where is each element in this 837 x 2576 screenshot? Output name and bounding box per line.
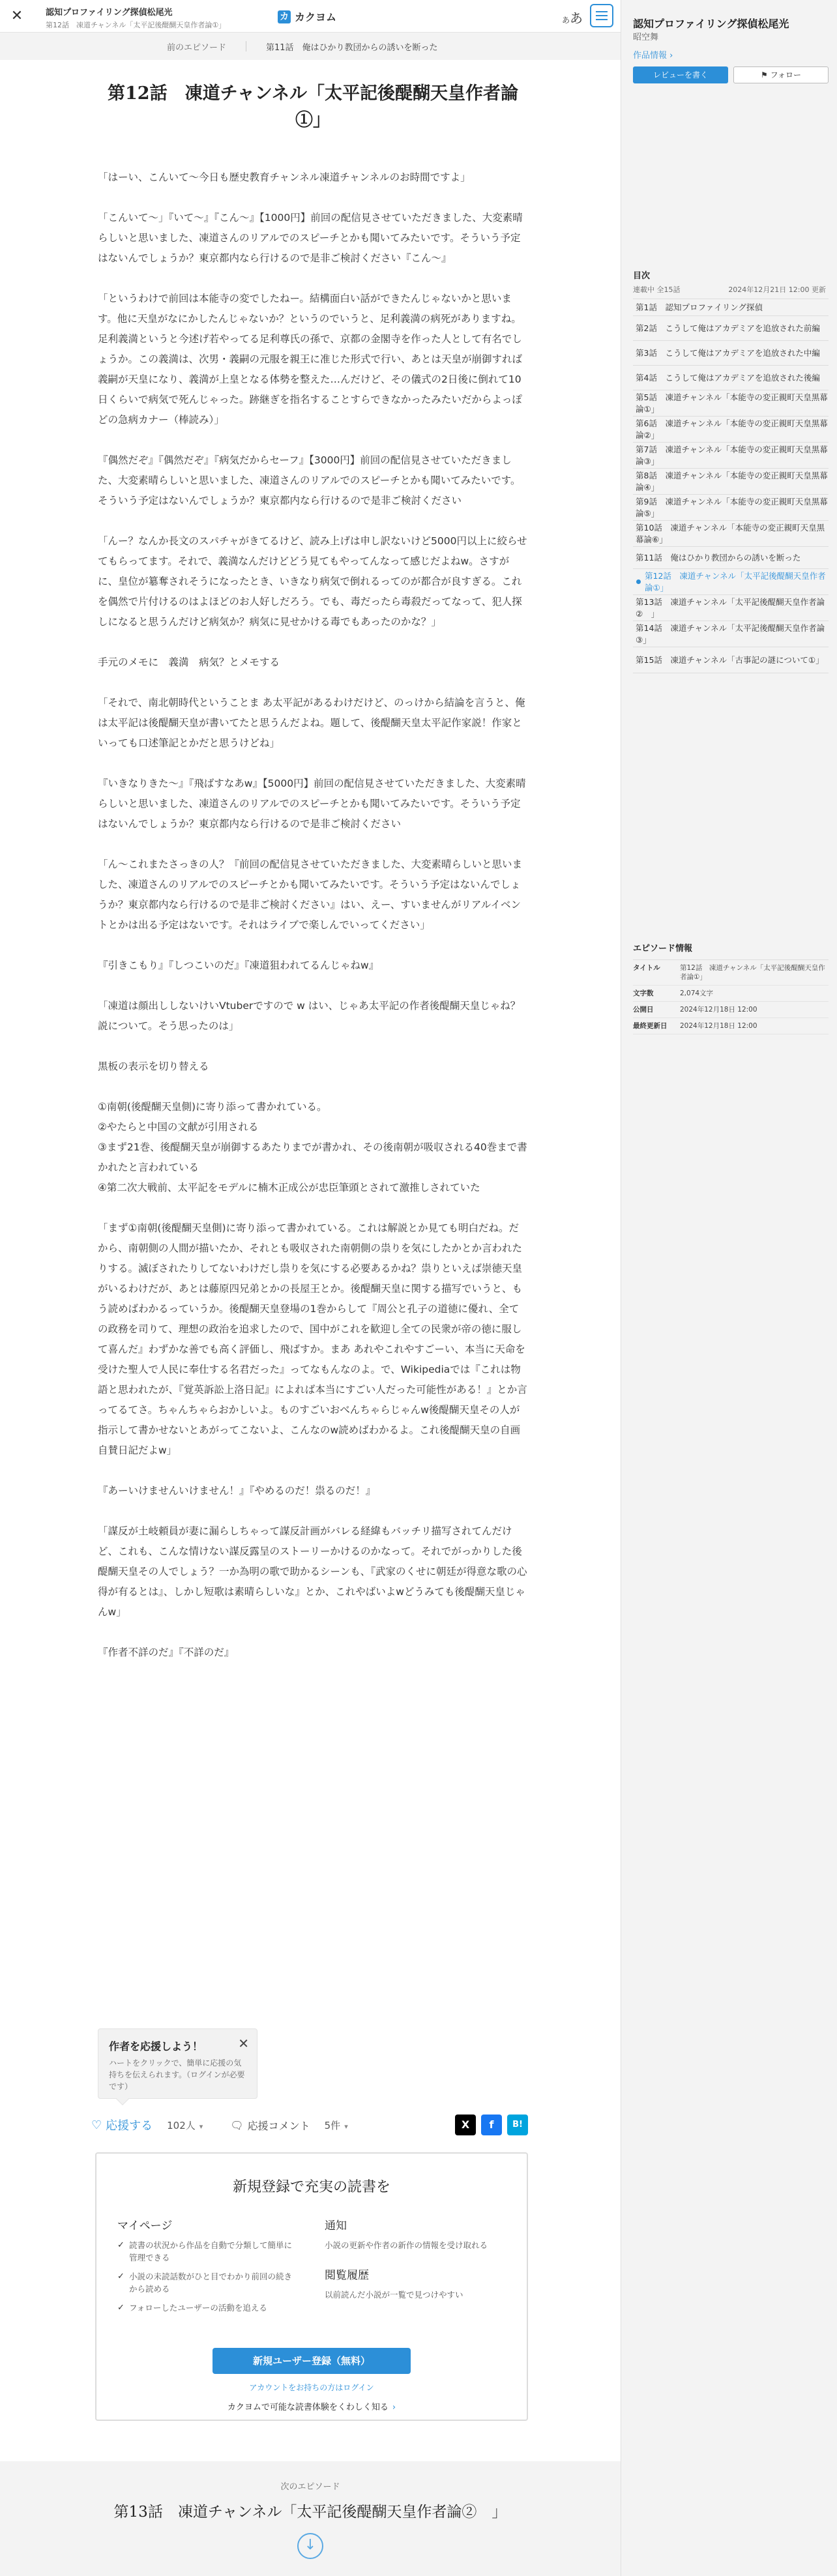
notice-column [325, 2216, 508, 2320]
support-popup [98, 2028, 257, 2099]
header-titles [46, 5, 226, 30]
episode-info-key: 最終更新日 [633, 1022, 668, 1030]
logo-text: カクヨム [295, 11, 337, 23]
feature-text: 小説の未読話数がひと目でわかり前回の続きから読める [129, 2272, 293, 2294]
body-paragraph: 「まず①南朝(後醍醐天皇側)に寄り添って書かれている。これは解説とか見ても明白だね。だから、南朝側の人間が描いたか、それとも吸収された南朝側の祟りを気にしたかとか言われたりする。滅ぼされたりしてないわけだし祟りを気にする必要あるかね？祟りといえば崇徳天皇がいるわけだが、あとは藤原四兄弟とかの長屋王とか。後醍醐天皇に関する描写でいうと、もう読めばわかるっていうか。後醍醐天皇登場の1巻からして『周公と孔子の道徳に優れ、全ての政務を司りて、理想の政治を追求したので、国中がこれを歓迎し全ての民衆が帝の徳に服して喜んだ』わずかな善でも高く評価し、飛ばすか。まあ あれやこれやすごーい、本当に天命を受けた聖人で人民に奉仕する名君だった』ってなもんなのよ。で、Wikipediaでは『これは物語と思われたが、『覚英訴訟上洛日記』によれば本当にすごい人だった可能性がある！』とか言ってるてさ。ちゃんちゃらおかしいよ。ものすごいおべんちゃらじゃんw後醍醐天皇その人が指示して書かせないとあがってこないよ、こんなのw読めばわかるよ。これ後醍醐天皇の自画自賛日記だよw」 [98, 1222, 527, 1456]
body-paragraph: ②やたらと中国の文献が引用される [98, 1121, 259, 1133]
hatena-bookmark-icon[interactable]: B! [507, 2115, 528, 2135]
body-paragraph: ④第二次大戦前、太平記をモデルに楠木正成公が忠臣筆頭とされて激推しされていた [98, 1182, 480, 1193]
next-episode-title[interactable]: 第13話 凍道チャンネル「太平記後醍醐天皇作者論② 」 [113, 2504, 507, 2521]
body-paragraph: 『作者不詳のだ』『不詳のだ』 [98, 1647, 235, 1658]
toc-item[interactable] [633, 547, 829, 569]
popup-tail [116, 2092, 129, 2105]
sidebar-buttons [633, 66, 829, 83]
body-paragraph [98, 1622, 528, 1643]
toc-heading: 目次 [633, 271, 651, 281]
body-paragraph [98, 1198, 528, 1218]
next-episode[interactable] [0, 2461, 621, 2576]
body-paragraph [98, 632, 528, 652]
check-icon: ✓ [117, 2240, 125, 2250]
body-paragraph: 『いきなりきた～』『飛ばすなあw』【5000円】前回の配信見させていただきました、大変素晴らしいと思いました、凍道さんのリアルでのスピーチとかも聞いてみたいです。そういう予定はないんでしょうか？東京都内なら行けるので是非ご検討ください [98, 778, 526, 830]
kakuyomu-logo[interactable] [278, 9, 336, 24]
mypage-column [117, 2216, 325, 2320]
episode-info-value: 2024年12月18日 12:00 [680, 1006, 757, 1014]
body-paragraph [98, 754, 528, 774]
notice-text: 小説の更新や作者の新作の情報を受け取れる [325, 2240, 488, 2250]
cheer-count[interactable] [167, 2118, 203, 2132]
episode-body [98, 168, 528, 1663]
toc-item-label: 第5話 凍道チャンネル「本能寺の変正親町天皇黒幕論①」 [636, 392, 828, 414]
chevron-down-icon: ▾ [199, 2122, 203, 2131]
feature-item [117, 2302, 300, 2314]
toc-item[interactable] [633, 569, 829, 595]
episode-info-key: 公開日 [633, 1006, 654, 1014]
check-icon: ✓ [117, 2272, 125, 2281]
episode-info-row [633, 960, 829, 986]
review-label: レビューを書く [653, 70, 708, 80]
feature-text: 読書の状況から作品を自動で分類して簡単に管理できる [129, 2240, 293, 2262]
close-icon[interactable]: ✕ [10, 8, 23, 24]
episode-info-row [633, 986, 829, 1002]
episode-info-heading: エピソード情報 [633, 944, 693, 954]
episode-nav [0, 33, 621, 60]
cheer-count-value: 102人 [167, 2119, 196, 2131]
feature-text: フォローしたユーザーの活動を追える [129, 2303, 267, 2313]
body-paragraph [98, 834, 528, 855]
body-paragraph: 「それで、南北朝時代ということま あ太平記があるわけだけど、のっけから結論を言うと、俺は太平記は後醍醐天皇が書いてたと思うんだよね。題して、後醍醐天皇太平記作家説！作家といっても口述筆記とかだと思うけどね」 [98, 697, 525, 749]
episode-info-row [633, 1002, 829, 1018]
current-episode-label: 第11話 俺はひかり教団からの誘いを断った [266, 42, 438, 53]
toc-meta [633, 284, 826, 295]
close-icon[interactable]: ✕ [238, 2036, 249, 2051]
support-popup-text: ハートをクリックで、簡単に応援の気持ちを伝えられます。（ログインが必要です） [109, 2058, 245, 2091]
comment-count[interactable] [325, 2118, 348, 2132]
toc-list [633, 299, 829, 673]
current-marker-icon [636, 579, 641, 584]
register-box [95, 2152, 528, 2421]
toc-item-label: 第8話 凍道チャンネル「本能寺の変正親町天皇黒幕論④」 [636, 470, 828, 492]
arrow-down-icon[interactable]: ↓ [297, 2533, 323, 2559]
body-paragraph [98, 430, 528, 450]
sidebar-author[interactable]: 昭空舞 [633, 33, 659, 42]
register-features [117, 2216, 508, 2320]
history-text: 以前読んだ小説が一覧で見つけやすい [325, 2290, 463, 2300]
body-paragraph [98, 1461, 528, 1481]
comment-button[interactable] [230, 2118, 310, 2133]
body-paragraph: 「というわけで前回は本能寺の変でしたねー。結構面白い話ができたんじゃないかと思います。他に天皇がなにかしたんじゃないか？というのでいうと、足利義満の病死がありますね。足利義満というと今述げ若やってる足利尊氏の孫で、京都の金閣寺を作った人として有名でしょうか。この義満は、次男・義嗣の元服を親王に准じた形式で行い、あとは天皇が崩御すれば義嗣が天皇になり、義満が上皇となる体勢を整えた…んだけど、その儀式の2日後に倒れて10日くらいで病気で死んじゃった。跡継ぎを指名することすらできなかったみたいだからよっぽどの急病カナー（棒読み）」 [98, 293, 523, 426]
body-paragraph [98, 188, 528, 208]
toc-item-label: 第2話 こうして俺はアカデミアを追放された前編 [636, 323, 820, 333]
chevron-right-icon: › [669, 51, 673, 61]
chevron-down-icon: ▾ [344, 2122, 348, 2131]
toc-item-label: 第7話 凍道チャンネル「本能寺の変正親町天皇黒幕論③」 [636, 444, 828, 466]
toc-item[interactable] [633, 299, 829, 316]
toc-item[interactable] [633, 521, 829, 547]
toc-item-label: 第13話 凍道チャンネル「太平記後醍醐天皇作者論② 」 [636, 596, 825, 619]
work-info-label: 作品情報 [633, 51, 668, 61]
toc-item-label: 第9話 凍道チャンネル「本能寺の変正親町天皇黒幕論⑤」 [636, 496, 828, 518]
body-paragraph: 手元のメモに 義満 病気？とメモする [98, 656, 280, 668]
prev-episode-link[interactable]: 前のエピソード [167, 42, 227, 53]
bookmark-icon: ⚑ [761, 70, 768, 80]
toc-item-label: 第6話 凍道チャンネル「本能寺の変正親町天皇黒幕論②」 [636, 418, 828, 440]
comment-icon: 🗨 [230, 2118, 244, 2131]
toc-item[interactable] [633, 316, 829, 341]
toc-item-label: 第10話 凍道チャンネル「本能寺の変正親町天皇黒幕論⑥」 [636, 522, 825, 544]
body-paragraph: ①南朝(後醍醐天皇側)に寄り添って書かれている。 [98, 1101, 327, 1113]
register-button[interactable]: 新規ユーザー登録（無料） [213, 2348, 411, 2374]
body-paragraph [98, 1036, 528, 1057]
body-paragraph: 『偶然だぞ』『偶然だぞ』『病気だからセーフ』【3000円】前回の配信見させていただきました、大変素晴らしいと思いました、凍道さんのリアルでのスピーチとかも聞いてみたいです。そういう予定はないんでしょうか？東京都内なら行けるので是非ご検討ください [98, 454, 521, 506]
cheer-label: 応援する [106, 2119, 153, 2133]
toc-item[interactable] [633, 366, 829, 390]
sidebar-work-title[interactable]: 認知プロファイリング探偵松尾光 [633, 18, 789, 30]
work-info-link[interactable] [633, 48, 673, 61]
body-paragraph [98, 1077, 528, 1097]
episode-info-key: 文字数 [633, 989, 654, 997]
body-paragraph: 「こんいて～」『いて～』『こん～』【1000円】前回の配信見させていただきました、大変素晴らしいと思いました、凍道さんのリアルでのスピーチとかも聞いてみたいです。そういう予定はないんでしょうか？東京都内なら行けるので是非ご検討ください『こん～』 [98, 212, 523, 264]
episode-info-value: 第12話 凍道チャンネル「太平記後醍醐天皇作者論①」 [680, 964, 825, 981]
menu-icon[interactable] [590, 4, 613, 27]
font-size-button[interactable] [562, 8, 583, 27]
share-buttons [455, 2115, 528, 2135]
body-paragraph [98, 511, 528, 531]
toc-item-label: 第3話 こうして俺はアカデミアを追放された中編 [636, 347, 820, 358]
body-paragraph [98, 935, 528, 956]
toc-item[interactable] [633, 647, 829, 673]
toc-item-label: 第4話 こうして俺はアカデミアを追放された後編 [636, 372, 820, 383]
episode-info-value: 2,074文字 [680, 989, 714, 997]
font-size-small-label: あ [562, 16, 570, 25]
toc-item-label: 第11話 俺はひかり教団からの誘いを断った [636, 552, 801, 563]
check-icon: ✓ [117, 2303, 125, 2313]
header-work-title[interactable]: 認知プロファイリング探偵松尾光 [46, 8, 173, 18]
toc-status: 連載中 全15話 [633, 285, 681, 294]
body-paragraph [98, 1501, 528, 1521]
episode-info-row [633, 1018, 829, 1034]
toc-item[interactable] [633, 469, 829, 495]
top-header [0, 0, 621, 33]
toc-updated: 2024年12月21日 12:00 更新 [728, 285, 826, 294]
sidebar [621, 0, 837, 2576]
body-paragraph: 「謀反が土岐頼員が妻に漏らしちゃって謀反計画がバレる経緯もバッチリ描写されてんだけど、これも、こんな情けない謀反露呈のストーリーかけるのかなって。それでがっかりした後醍醐天皇その人でしょう？一か為明の歌で助かるシーンも、『武家のくせに朝廷が得意な歌の心得が有るとは』、しかし短歌は素晴らしいな』とか、これやばいよwどうみても後醍醐天皇じゃんw」 [98, 1525, 527, 1618]
episode-content [98, 60, 528, 1663]
learn-more-label: カクヨムで可能な読書体験をくわしく知る [227, 2403, 389, 2412]
toc-item-label: 第1話 認知プロファイリング探偵 [636, 302, 763, 312]
toc-item[interactable] [633, 621, 829, 647]
toc-item[interactable] [633, 495, 829, 521]
mypage-heading: マイページ [117, 2219, 173, 2232]
follow-button[interactable] [733, 66, 829, 83]
feature-item [117, 2239, 300, 2264]
body-paragraph: 「はーい、こんいて～今日も歴史教育チャンネル凍道チャンネルのお時間ですよ」 [98, 171, 471, 183]
logo-mark-icon: カ [278, 10, 291, 23]
body-paragraph: 黒板の表示を切り替える [98, 1061, 209, 1072]
toc-item-label: 第15話 凍道チャンネル「古事記の謎について①」 [636, 654, 824, 665]
episode-info-key: タイトル [633, 964, 660, 972]
toc-item[interactable] [633, 443, 829, 469]
toc-item[interactable] [633, 390, 829, 417]
body-paragraph [98, 673, 528, 693]
learn-more-link[interactable] [96, 2400, 527, 2412]
next-episode-label: 次のエピソード [280, 2482, 340, 2492]
body-paragraph: 「ん～これまたさっきの人？『前回の配信見させていただきました、大変素晴らしいと思いました、凍道さんのリアルでのスピーチとかも聞いてみたいです。そういう予定はないんでしょうか？東京都内なら行けるので是非ご検討ください』はい、えー、すいませんがリアルイベントとかは出る予定はないです。それはライブで楽しんでいってください」 [98, 858, 523, 931]
comment-count-value: 5件 [324, 2119, 341, 2131]
body-paragraph: ③まず21巻、後醍醐天皇が崩御するあたりまでが書かれ、その後南朝が吸収される40巻まで書かれたと言われている [98, 1141, 527, 1173]
comment-label: 応援コメント [247, 2119, 310, 2132]
review-button[interactable] [633, 66, 728, 83]
feature-item [117, 2270, 300, 2295]
episode-title: 第12話 凍道チャンネル「太平記後醍醐天皇作者論①」 [108, 83, 518, 130]
header-episode-title: 第12話 凍道チャンネル「太平記後醍醐天皇作者論①」 [46, 21, 226, 29]
body-paragraph: 「凍道は顔出ししないけいVtuberですので w はい、じゃあ太平記の作者後醍醐天皇じゃね？説について。そう思ったのは」 [98, 1000, 521, 1032]
body-paragraph [98, 976, 528, 996]
history-heading: 閲覧履歴 [325, 2269, 369, 2282]
body-paragraph [98, 269, 528, 289]
toc-item[interactable] [633, 341, 829, 366]
chevron-right-icon: › [392, 2403, 396, 2412]
heart-icon: ♡ [91, 2118, 102, 2132]
login-link[interactable]: アカウントをお持ちの方はログイン [249, 2383, 374, 2392]
toc-item[interactable] [633, 595, 829, 621]
body-paragraph: 「んー？なんか長文のスパチャがきてるけど、読み上げは申し訳ないけど5000円以上に絞らせてもらってます。それで、義満なんだけどどう見てもやってんなって感じだよねw。さすがに、皇位が簒奪されそうになったとき、いきなり病気で倒れるってのが都合が良すぎる。これを偶然で片付けるのはよほどのお人好しだろう。でも、毒だったら毒殺だってなって、犯人探しになると思うんだけど病気か？病気に見せかける毒でもあったのかな？」 [98, 535, 527, 628]
body-paragraph: 『あーいけませんいけません！』『やめるのだ！祟るのだ！』 [98, 1485, 376, 1497]
toc-item[interactable] [633, 417, 829, 443]
font-size-large-label: あ [570, 10, 583, 26]
support-popup-title: 作者を応援しよう！ [109, 2040, 203, 2053]
toc-item-label: 第14話 凍道チャンネル「太平記後醍醐天皇作者論③」 [636, 622, 825, 645]
episode-info-table [633, 959, 829, 1034]
register-title: 新規登録で充実の読書を [232, 2179, 390, 2195]
toc-item-label: 第12話 凍道チャンネル「太平記後醍醐天皇作者論①」 [645, 570, 826, 593]
episode-actions [91, 2115, 528, 2135]
body-paragraph: 『引きこもり』『しつこいのだ』『凍道狙われてるんじゃねw』 [98, 959, 379, 971]
cheer-button[interactable] [91, 2116, 153, 2133]
follow-label: フォロー [770, 70, 801, 80]
x-share-icon[interactable]: X [455, 2115, 476, 2135]
notice-heading: 通知 [325, 2219, 347, 2232]
episode-info-value: 2024年12月18日 12:00 [680, 1022, 757, 1030]
facebook-share-icon[interactable]: f [481, 2115, 502, 2135]
